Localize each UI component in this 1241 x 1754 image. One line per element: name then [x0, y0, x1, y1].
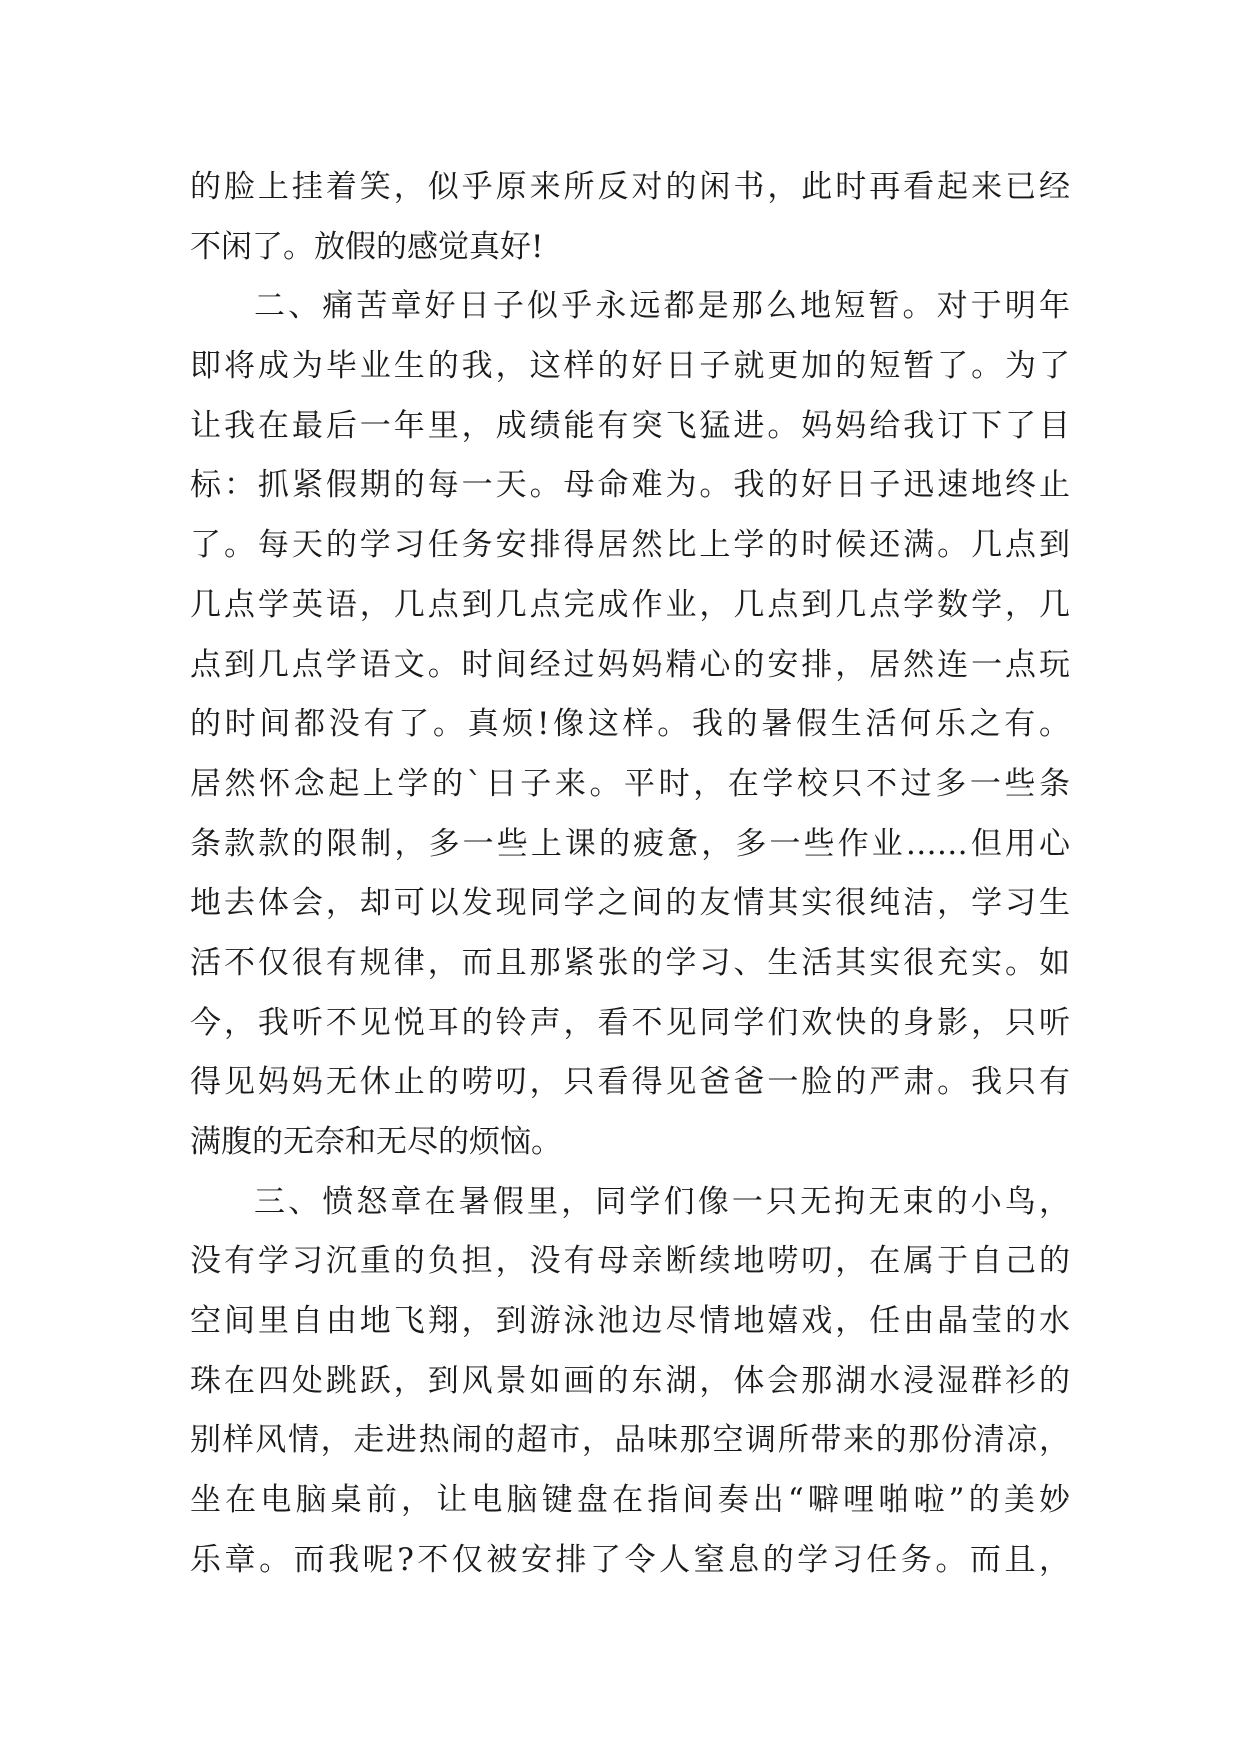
text-line: 条款款的限制，多一些上课的疲惫，多一些作业……但用心 — [190, 825, 1070, 862]
body-text — [190, 158, 1070, 1591]
text-line: 坐在电脑桌前，让电脑键盘在指间奏出“噼哩啪啦”的美妙 — [190, 1482, 1070, 1519]
text-line: 的脸上挂着笑，似乎原来所反对的闲书，此时再看起来已经 — [190, 169, 1070, 205]
text-line: 让我在最后一年里，成绩能有突飞猛进。妈妈给我订下了目 — [190, 407, 1070, 444]
text-line: 点到几点学语文。时间经过妈妈精心的安排，居然连一点玩 — [190, 646, 1070, 683]
text-line: 珠在四处跳跃，到风景如画的东湖，体会那湖水浸湿群衫的 — [190, 1362, 1070, 1399]
text-line: 居然怀念起上学的`日子来。平时，在学校只不过多一些条 — [190, 765, 1070, 802]
text-line: 活不仅很有规律，而且那紧张的学习、生活其实很充实。如 — [190, 944, 1070, 981]
text-line: 几点学英语，几点到几点完成作业，几点到几点学数学，几 — [190, 586, 1070, 623]
text-line: 地去体会，却可以发现同学之间的友情其实很纯洁，学习生 — [190, 885, 1070, 922]
paragraph-start-line: 三、愤怒章在暑假里，同学们像一只无拘无束的小鸟， — [254, 1183, 1070, 1220]
text-line: 没有学习沉重的负担，没有母亲断续地唠叨，在属于自己的 — [190, 1243, 1070, 1280]
paragraph-start-line: 二、痛苦章好日子似乎永远都是那么地短暂。对于明年 — [254, 288, 1070, 325]
text-line: 乐章。而我呢?不仅被安排了令人窒息的学习任务。而且， — [190, 1541, 1070, 1578]
text-line: 了。每天的学习任务安排得居然比上学的时候还满。几点到 — [190, 527, 1070, 564]
text-line: 得见妈妈无休止的唠叨，只看得见爸爸一脸的严肃。我只有 — [190, 1064, 1070, 1101]
text-line: 今，我听不见悦耳的铃声，看不见同学们欢快的身影，只听 — [190, 1004, 1070, 1041]
text-line: 别样风情，走进热闹的超市，品味那空调所带来的那份清凉， — [190, 1422, 1070, 1459]
text-line: 的时间都没有了。真烦!像这样。我的暑假生活何乐之有。 — [190, 706, 1070, 743]
text-line: 空间里自由地飞翔，到游泳池边尽情地嬉戏，任由晶莹的水 — [190, 1303, 1070, 1340]
text-line: 标：抓紧假期的每一天。母命难为。我的好日子迅速地终止 — [190, 467, 1070, 504]
text-line: 满腹的无奈和无尽的烦恼。 — [190, 1124, 562, 1160]
text-line: 即将成为毕业生的我，这样的好日子就更加的短暂了。为了 — [190, 348, 1070, 385]
text-line: 不闲了。放假的感觉真好! — [190, 228, 544, 265]
